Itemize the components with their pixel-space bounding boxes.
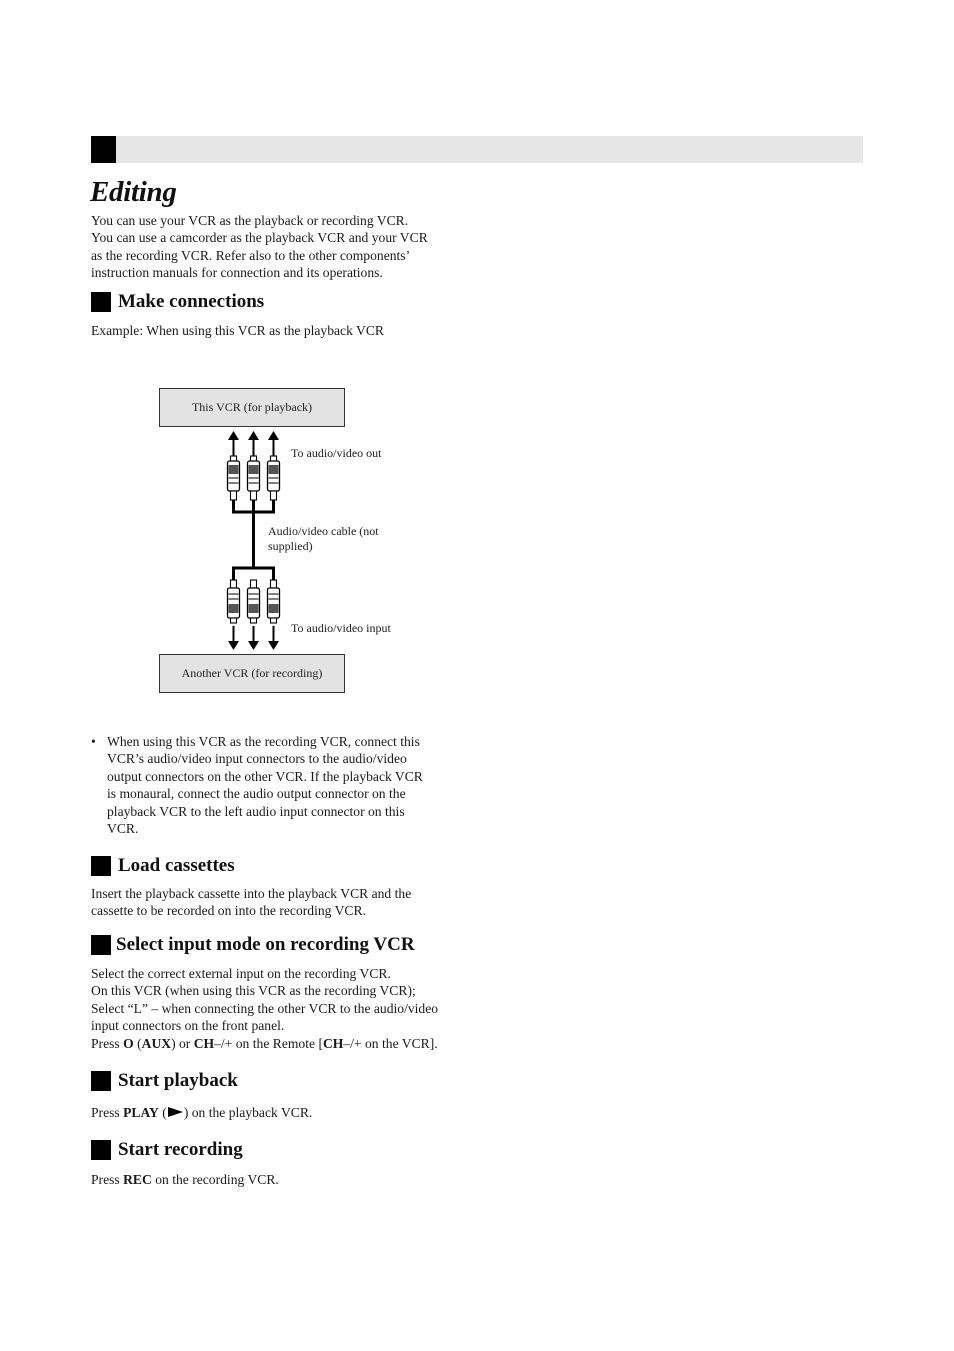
label-cable-line1: Audio/video cable (not [268,524,379,538]
page-title: Editing [90,176,177,208]
connection-diagram [150,380,450,710]
section-select-input [91,934,415,956]
bullet-dot: • [91,734,96,749]
body-line: On this VCR (when using this VCR as the recording VCR); [91,983,416,999]
note-line: VCR’s audio/video input connectors to the audio/video [107,751,407,767]
body-line: Insert the playback cassette into the playback VCR and the [91,886,412,901]
body-line: cassette to be recorded on into the recording VCR. [91,903,366,919]
section-marker-square [91,935,111,955]
bottom-rca-plugs [228,580,280,623]
intro-paragraph [91,212,428,282]
text-run: Press [91,1035,124,1051]
label-audio-video-out: To audio/video out [291,446,382,460]
intro-line: instruction manuals for connection and its operations. [91,265,383,281]
example-line: Example: When using this VCR as the playback VCR [91,323,384,338]
key-aux: AUX [141,1035,172,1051]
intro-line: as the recording VCR. Refer also to the other components’ [91,247,411,263]
body-line: Select “L” – when connecting the other VCR to the audio/video [91,1000,439,1016]
note-line: is monaural, connect the audio output connector on the [107,786,406,802]
text-run: ( [133,1035,142,1051]
section-marker-square [91,1071,111,1091]
note-line: output connectors on the other VCR. If the playback VCR [107,768,423,784]
text-run: on the recording VCR. [151,1172,279,1187]
note-line: playback VCR to the left audio input connector on this [107,803,405,819]
section-heading: Start recording [118,1139,243,1160]
key-ch-vcr: CH [322,1035,344,1051]
text-run: –/+ on the Remote [ [214,1035,323,1051]
section-marker-square [91,856,111,876]
press-instruction [91,1035,438,1052]
top-rca-plugs [228,456,280,500]
label-cable-line2: supplied) [268,539,313,553]
text-run: ) or [171,1035,194,1051]
example-text [91,322,384,339]
start-playback-text [91,1104,312,1121]
note-text [107,733,423,837]
note-line: VCR. [107,821,139,837]
section-heading: Start playback [118,1070,238,1091]
section-start-playback [91,1070,238,1092]
section-load-cassettes [91,855,235,877]
intro-line: You can use your VCR as the playback or recording VCR. [91,213,409,228]
body-line: Select the correct external input on the recording VCR. [91,966,391,981]
down-arrows [228,626,279,650]
recording-vcr-label: Another VCR (for recording) [181,666,323,680]
text-run: Press [91,1172,124,1187]
section-start-recording [91,1139,243,1161]
body-line: input connectors on the front panel. [91,1018,285,1034]
text-run: Press [91,1105,124,1120]
key-ch-remote: CH [193,1035,215,1051]
text-run: –/+ on the VCR]. [343,1035,438,1051]
text-run: ) on the playback VCR. [183,1105,313,1120]
note-line: When using this VCR as the recording VCR, connect this [107,734,420,749]
up-arrows [228,431,279,458]
section-heading: Select input mode on recording VCR [116,934,415,955]
key-rec: REC [123,1172,152,1187]
header-marker-block [91,136,116,163]
key-play: PLAY [123,1105,159,1120]
playback-vcr-label: This VCR (for playback) [191,400,313,414]
section-marker-square [91,1140,111,1160]
intro-line: You can use a camcorder as the playback VCR and your VCR [91,230,428,246]
label-audio-video-input: To audio/video input [291,621,391,635]
section-make-connections [91,291,264,313]
select-input-text [91,965,438,1052]
key-o: O [123,1035,134,1051]
section-heading: Load cassettes [118,855,235,876]
section-header-bar [91,136,863,163]
play-icon [167,1106,184,1118]
section-marker-square [91,292,111,312]
section-heading: Make connections [118,291,265,312]
press-instruction [91,1104,312,1121]
text-run: ( [158,1105,167,1120]
load-cassettes-text [91,885,411,920]
start-recording-text [91,1171,279,1188]
press-instruction [91,1171,279,1188]
